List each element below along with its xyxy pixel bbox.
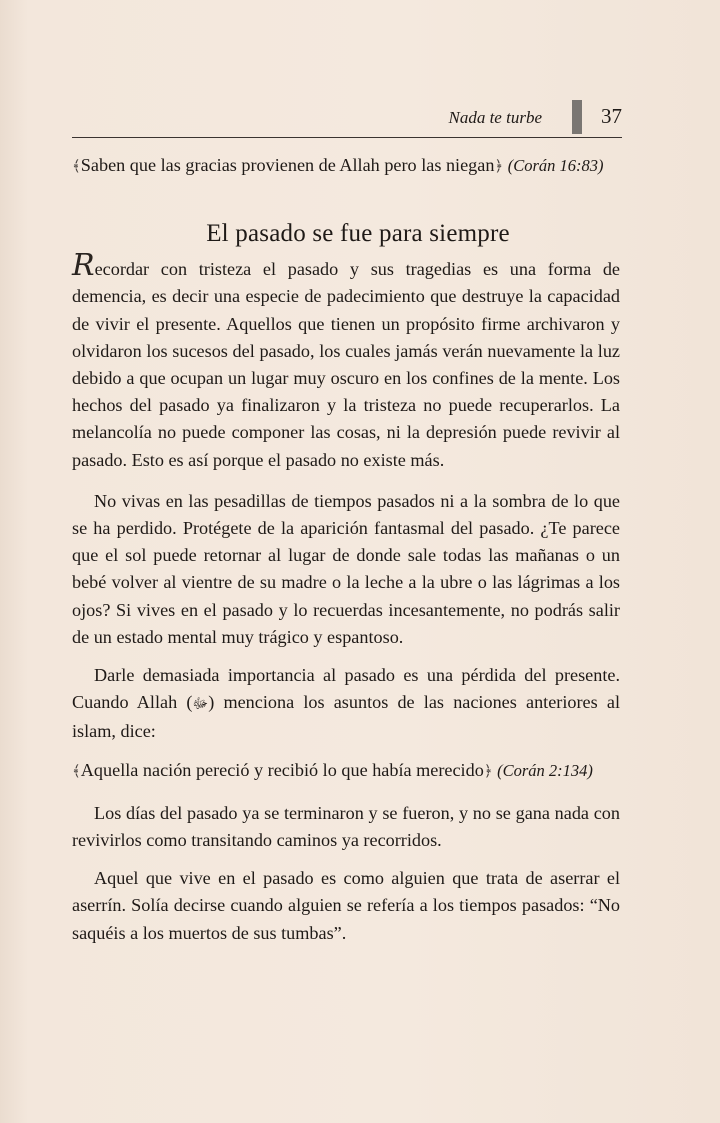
- quote-close-ornament-icon: ﴿: [483, 763, 493, 780]
- honorific-glyph: ﷻ: [192, 697, 209, 713]
- page-content: [72, 152, 620, 947]
- paragraph: [72, 662, 620, 746]
- paragraph: No vivas en las pesadillas de tiempos pasados ni a la sombra de lo que se ha perdido. Protégete de la aparición fantasmal del pasado. ¿Te parece que el sol puede retornar al lugar de donde sale todas las mañanas o un bebé volver al vientre de su madre o la leche a la ubre o las lágrimas a los ojos? Si vives en el pasado y lo recuerdas incesantemente, no podrás salir de un estado mental muy trágico y espantoso.: [72, 490, 620, 647]
- paragraph-text: ecordar con tristeza el pasado y sus tragedias es una forma de demencia, es decir una especie de padecimiento que destruye la capacidad de vivir el presente. Aquellos que tienen un propósito firme archivaron y olvidaron los sucesos del pasado, los cuales jamás verán nuevamente la luz debido a que ocupan un lugar muy oscuro en los confines de la mente. Los hechos del pasado ya finalizaron y la tristeza no puede recuperarlos. La melancolía no puede componer las cosas, ni la depresión puede revivir al pasado. Esto es así porque el pasado no existe más.: [72, 259, 620, 470]
- paragraph: Los días del pasado ya se terminaron y se fueron, y no se gana nada con revivirlos como transitando caminos ya recorridos.: [72, 802, 620, 851]
- header-bar-ornament: [572, 100, 582, 134]
- quote-citation: (Corán 2:134): [497, 760, 593, 780]
- running-title: Nada te turbe: [448, 108, 542, 127]
- quote-text: Saben que las gracias provienen de Allah pero las niegan: [80, 155, 495, 175]
- header-rule: [72, 137, 622, 138]
- quote-citation: (Corán 16:83): [507, 156, 604, 175]
- quote-text: Aquella nación pereció y recibió lo que había merecido: [80, 759, 484, 780]
- paragraph: [72, 248, 620, 474]
- quote-open-ornament-icon: ﴾: [72, 159, 81, 175]
- paragraph-text: Darle demasiada importancia al pasado es una pérdida del presente. Cuando Allah (: [72, 665, 620, 713]
- running-header: [72, 96, 622, 136]
- dropcap-letter: R: [72, 248, 95, 284]
- quote-close-ornament-icon: ﴿: [494, 159, 504, 175]
- paragraph: Aquel que vive en el pasado es como alguien que trata de aserrar el aserrín. Solía decirse cuando alguien se refería a los tiempos pasados: “No saquéis a los muertos de sus tumbas”.: [72, 868, 620, 943]
- page-number: 37: [601, 104, 622, 128]
- quran-quote: [72, 152, 620, 181]
- paragraph-text: ) menciona los asuntos de las naciones anteriores al islam, dice:: [72, 692, 621, 742]
- section-heading: El pasado se fue para siempre: [206, 220, 510, 248]
- quran-quote: [72, 757, 620, 786]
- quote-open-ornament-icon: ﴾: [72, 763, 81, 780]
